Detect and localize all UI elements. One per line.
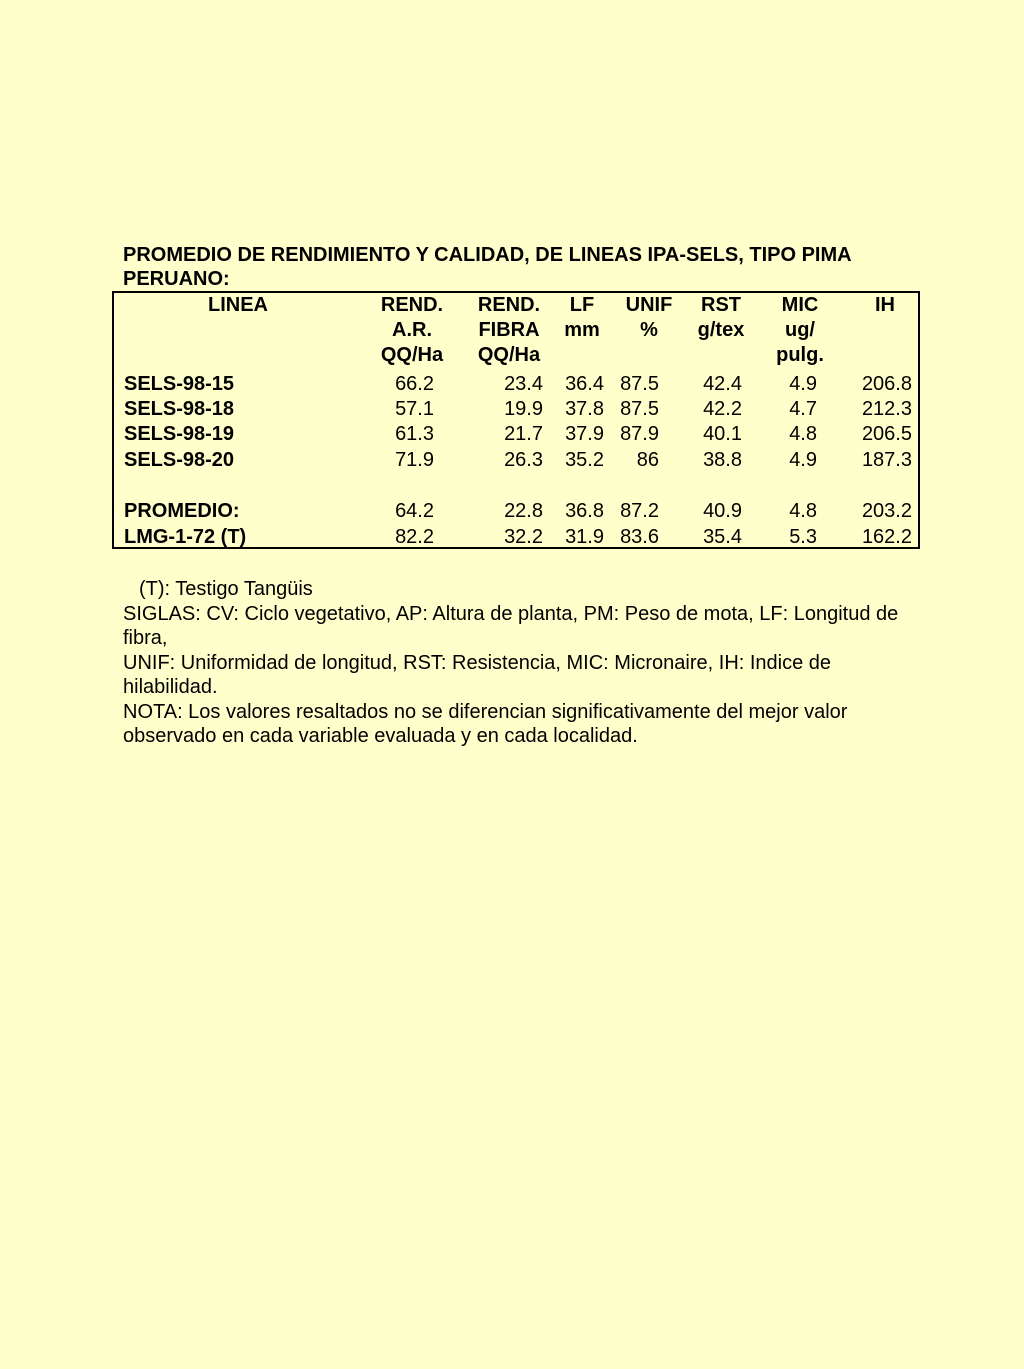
column-header: LF mm [564, 294, 600, 341]
table-cell: 31.9 [565, 526, 604, 548]
table-cell: 87.2 [620, 500, 659, 522]
table-cell: 23.4 [504, 373, 543, 395]
table-cell: 36.8 [565, 500, 604, 522]
row-label: SELS-98-20 [124, 449, 235, 471]
table-cell: 38.8 [703, 449, 742, 471]
table-cell: 203.2 [861, 500, 912, 522]
table-cell: 4.8 [789, 500, 817, 522]
column-header: UNIF % [625, 294, 673, 341]
table-cell: 36.4 [565, 373, 604, 395]
table-cell: 22.8 [504, 500, 543, 522]
table-cell: 87.5 [620, 398, 659, 420]
table-cell: 212.3 [861, 398, 912, 420]
table-cell: 35.2 [565, 449, 604, 471]
table-cell: 37.8 [565, 398, 604, 420]
table-title: PROMEDIO DE RENDIMIENTO Y CALIDAD, DE LINEAS IPA-SELS, TIPO PIMA PERUANO: [123, 244, 851, 290]
row-label: LMG-1-72 (T) [124, 526, 247, 548]
table-cell: 206.5 [861, 423, 912, 445]
table-cell: 66.2 [395, 373, 434, 395]
table-cell: 87.9 [620, 423, 659, 445]
table-cell: 42.4 [703, 373, 742, 395]
notes-section [123, 577, 913, 749]
column-header: IH [875, 294, 895, 316]
column-header: REND. FIBRA QQ/Ha [477, 294, 541, 366]
row-label: SELS-98-18 [124, 398, 235, 420]
table-cell: 4.7 [789, 398, 817, 420]
table-cell: 64.2 [395, 500, 434, 522]
table-cell: 4.9 [789, 373, 817, 395]
table-cell: 26.3 [504, 449, 543, 471]
table-cell: 35.4 [703, 526, 742, 548]
table-cell: 82.2 [395, 526, 434, 548]
row-label: SELS-98-15 [124, 373, 235, 395]
note-unif: UNIF: Uniformidad de longitud, RST: Resistencia, MIC: Micronaire, IH: Indice de hilabilidad. [123, 651, 832, 698]
column-header: MIC ug/ pulg. [776, 294, 824, 366]
column-header: LINEA [208, 294, 268, 316]
note-siglas: SIGLAS: CV: Ciclo vegetativo, AP: Altura de planta, PM: Peso de mota, LF: Longitud de fibra, [123, 602, 899, 649]
table-cell: 5.3 [789, 526, 817, 548]
results-table [112, 291, 920, 549]
table-cell: 32.2 [504, 526, 543, 548]
table-cell: 187.3 [861, 449, 912, 471]
table-cell: 19.9 [504, 398, 543, 420]
row-label: SELS-98-19 [124, 423, 235, 445]
table-cell: 40.9 [703, 500, 742, 522]
note-nota: NOTA: Los valores resaltados no se diferencian significativamente del mejor valor observado en cada variable evaluada y en cada localidad. [123, 700, 848, 747]
table-cell: 21.7 [504, 423, 543, 445]
column-header: RST g/tex [697, 294, 745, 341]
column-header: REND. A.R. QQ/Ha [380, 294, 444, 366]
table-cell: 57.1 [395, 398, 434, 420]
table-cell: 4.8 [789, 423, 817, 445]
table-cell: 40.1 [703, 423, 742, 445]
table-cell: 71.9 [395, 449, 434, 471]
note-testigo: (T): Testigo Tangüis [139, 578, 313, 600]
table-cell: 83.6 [620, 526, 659, 548]
table-cell: 86 [636, 449, 659, 471]
table-cell: 4.9 [789, 449, 817, 471]
table-cell: 87.5 [620, 373, 659, 395]
table-cell: 206.8 [861, 373, 912, 395]
table-cell: 37.9 [565, 423, 604, 445]
row-label: PROMEDIO: [124, 500, 240, 522]
table-cell: 42.2 [703, 398, 742, 420]
table-cell: 61.3 [395, 423, 434, 445]
table-cell: 162.2 [861, 526, 912, 548]
